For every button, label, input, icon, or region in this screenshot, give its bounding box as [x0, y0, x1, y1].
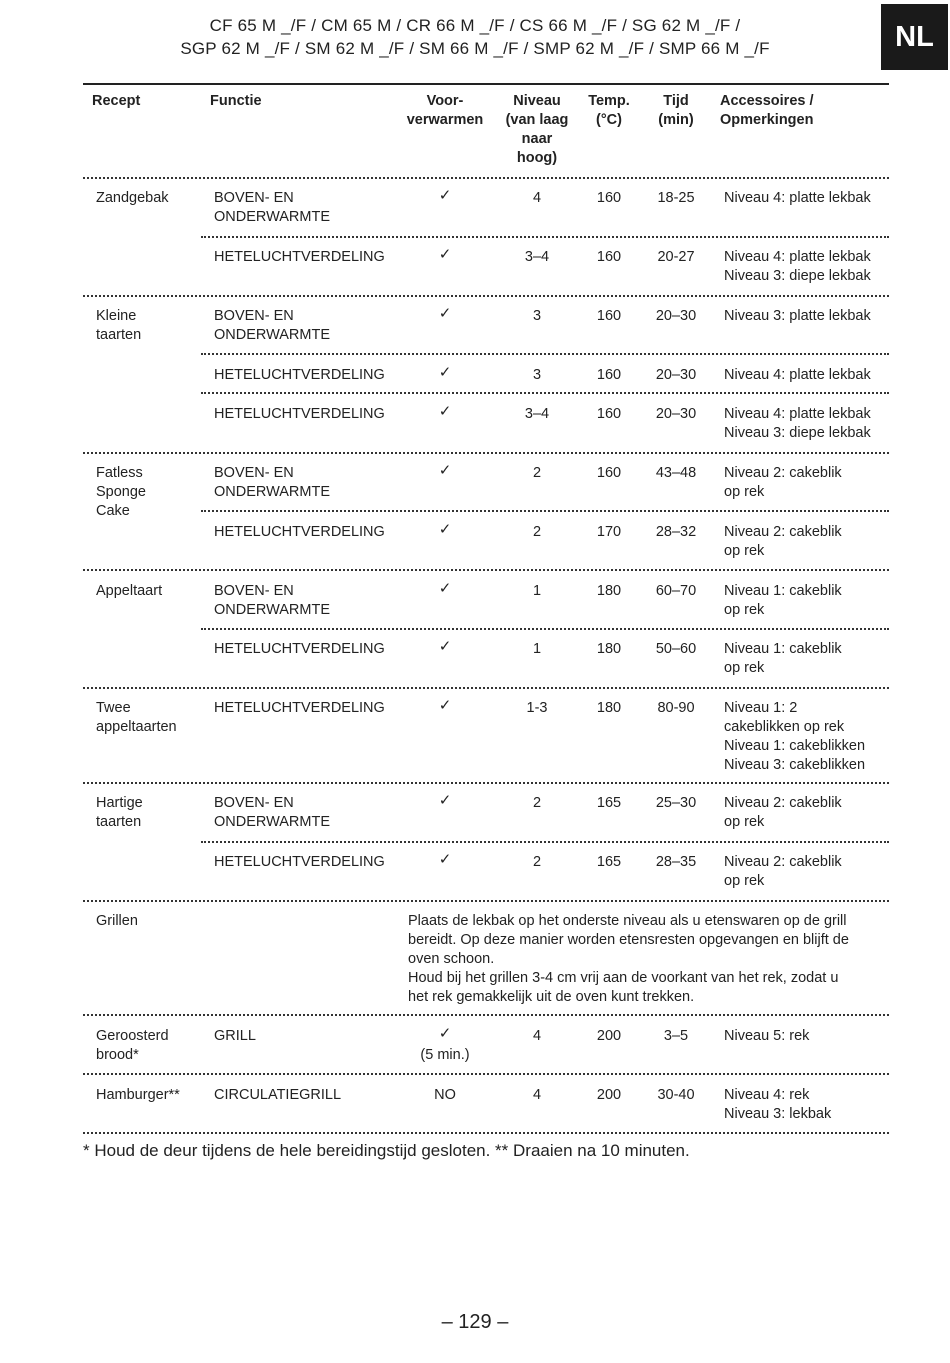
- temp-cell-line: 180: [596, 700, 622, 716]
- accessoires-cell: [724, 464, 842, 502]
- tijd-cell: [645, 794, 707, 813]
- row-separator: [83, 295, 889, 297]
- temp-cell: [579, 640, 639, 659]
- recept-cell: [96, 699, 177, 737]
- functie-cell: [214, 307, 330, 345]
- recept-cell: [96, 1086, 180, 1105]
- recept-cell: [96, 464, 146, 521]
- niveau-cell-line: 3–4: [524, 406, 550, 422]
- niveau-cell-line: 1: [532, 583, 542, 599]
- functie-cell: [214, 1086, 341, 1105]
- recept-cell-line: Sponge: [96, 484, 146, 500]
- check-icon: ✓: [438, 364, 452, 381]
- accessoires-cell-line: op rek: [724, 543, 765, 559]
- check-icon: ✓: [438, 246, 452, 263]
- functie-cell-line: ONDERWARMTE: [214, 327, 330, 343]
- recept-cell-line: Hartige: [96, 795, 143, 811]
- temp-cell: [579, 853, 639, 872]
- tijd-cell: [645, 307, 707, 326]
- row-separator: [201, 353, 889, 355]
- temp-cell-line: 180: [596, 583, 622, 599]
- niveau-cell: [497, 248, 577, 267]
- functie-cell-line: ONDERWARMTE: [214, 209, 330, 225]
- tijd-cell: [645, 1027, 707, 1046]
- tijd-cell: [645, 582, 707, 601]
- recept-cell: [96, 307, 141, 345]
- column-header-temp-line: (°C): [596, 112, 622, 128]
- niveau-cell: [497, 853, 577, 872]
- column-header-voorverwarmen-line: verwarmen: [406, 112, 484, 128]
- check-icon: ✓: [438, 462, 452, 479]
- grill-note-line: oven schoon.: [408, 951, 495, 967]
- functie-cell-line: BOVEN- EN: [214, 308, 294, 324]
- check-icon: ✓: [438, 851, 452, 868]
- language-badge: NL: [881, 4, 948, 70]
- recept-cell: [96, 794, 143, 832]
- tijd-cell: [645, 366, 707, 385]
- accessoires-cell: [724, 1027, 809, 1046]
- niveau-cell-line: 2: [532, 524, 542, 540]
- tijd-cell-line: 20–30: [655, 308, 697, 324]
- accessoires-cell-line: Niveau 2: cakeblik: [724, 854, 842, 870]
- tijd-cell-line: 30-40: [657, 1087, 695, 1103]
- column-header-voorverwarmen-line: Voor-: [426, 93, 464, 109]
- functie-cell: [214, 189, 330, 227]
- accessoires-cell-line: op rek: [724, 660, 765, 676]
- column-header-niveau-line: hoog): [516, 150, 558, 166]
- functie-cell: [214, 464, 330, 502]
- tijd-cell: [645, 523, 707, 542]
- tijd-cell: [645, 405, 707, 424]
- niveau-cell-line: 1: [532, 641, 542, 657]
- accessoires-cell-line: Niveau 1: cakeblik: [724, 583, 842, 599]
- recept-cell-line: Appeltaart: [96, 583, 163, 599]
- model-list-line-1: CF 65 M _/F / CM 65 M / CR 66 M _/F / CS 66 M _/F / SG 62 M _/F /: [209, 16, 741, 35]
- niveau-cell: [497, 523, 577, 542]
- temp-cell-line: 160: [596, 465, 622, 481]
- column-header-accessoires-line: Accessoires /: [720, 93, 814, 109]
- niveau-cell-line: 1-3: [526, 700, 548, 716]
- accessoires-cell-line: cakeblikken op rek: [724, 719, 845, 735]
- column-header-temp-line: Temp.: [588, 93, 630, 109]
- row-separator: [83, 782, 889, 784]
- functie-cell-line: HETELUCHTVERDELING: [214, 367, 385, 383]
- accessoires-cell: [724, 189, 871, 208]
- functie-cell-line: GRILL: [214, 1028, 256, 1044]
- accessoires-cell-line: Niveau 3: platte lekbak: [724, 308, 871, 324]
- grill-note-line: Houd bij het grillen 3-4 cm vrij aan de voorkant van het rek, zodat u: [408, 970, 839, 986]
- column-header-tijd-line: Tijd: [663, 93, 689, 109]
- recept-cell-line: taarten: [96, 814, 142, 830]
- functie-cell: [214, 366, 385, 385]
- temp-cell-line: 160: [596, 249, 622, 265]
- tijd-cell: [645, 464, 707, 483]
- grill-note-line: het rek gemakkelijk uit de oven kunt trekken.: [408, 989, 695, 1005]
- accessoires-cell: [724, 405, 871, 443]
- functie-cell: [214, 248, 385, 267]
- accessoires-cell-line: Niveau 2: cakeblik: [724, 795, 842, 811]
- accessoires-cell-line: Niveau 3: diepe lekbak: [724, 425, 871, 441]
- niveau-cell: [497, 699, 577, 718]
- functie-cell-line: BOVEN- EN: [214, 190, 294, 206]
- temp-cell-line: 165: [596, 854, 622, 870]
- tijd-cell: [645, 248, 707, 267]
- accessoires-cell: [724, 699, 865, 775]
- row-separator: [83, 1132, 889, 1134]
- preheat-note: [395, 1046, 495, 1065]
- row-separator: [83, 1073, 889, 1075]
- temp-cell: [579, 1027, 639, 1046]
- row-separator: [201, 392, 889, 394]
- accessoires-cell: [724, 307, 871, 326]
- temp-cell: [579, 464, 639, 483]
- tijd-cell-line: 20-27: [657, 249, 695, 265]
- recept-cell-line: Geroosterd: [96, 1028, 169, 1044]
- tijd-cell-line: 25–30: [655, 795, 697, 811]
- temp-cell-line: 170: [596, 524, 622, 540]
- functie-cell-line: BOVEN- EN: [214, 583, 294, 599]
- column-header-accessoires: [720, 92, 814, 130]
- tijd-cell-line: 50–60: [655, 641, 697, 657]
- recept-cell: [96, 582, 162, 601]
- check-icon: ✓: [438, 305, 452, 322]
- niveau-cell: [497, 366, 577, 385]
- temp-cell-line: 160: [596, 308, 622, 324]
- tijd-cell: [645, 189, 707, 208]
- functie-cell-line: BOVEN- EN: [214, 795, 294, 811]
- preheat-note-line: (5 min.): [420, 1047, 470, 1063]
- accessoires-cell-line: op rek: [724, 484, 765, 500]
- functie-cell-line: HETELUCHTVERDELING: [214, 249, 385, 265]
- niveau-cell: [497, 1086, 577, 1105]
- row-separator: [83, 687, 889, 689]
- temp-cell: [579, 366, 639, 385]
- functie-cell: [214, 405, 385, 424]
- niveau-cell: [497, 640, 577, 659]
- recept-cell: [96, 189, 169, 208]
- temp-cell-line: 165: [596, 795, 622, 811]
- column-header-niveau-line: Niveau: [513, 93, 561, 109]
- functie-cell-line: ONDERWARMTE: [214, 602, 330, 618]
- recept-cell: [96, 912, 138, 931]
- temp-cell-line: 200: [596, 1087, 622, 1103]
- check-icon: ✓: [438, 521, 452, 538]
- niveau-cell: [497, 582, 577, 601]
- column-header-temp: [579, 92, 639, 130]
- accessoires-cell-line: Niveau 5: rek: [724, 1028, 810, 1044]
- functie-cell-line: ONDERWARMTE: [214, 484, 330, 500]
- temp-cell-line: 160: [596, 190, 622, 206]
- column-header-recept-line: Recept: [92, 93, 141, 109]
- niveau-cell-line: 3–4: [524, 249, 550, 265]
- niveau-cell: [497, 189, 577, 208]
- niveau-cell-line: 2: [532, 795, 542, 811]
- recept-cell-line: taarten: [96, 327, 142, 343]
- accessoires-cell: [724, 1086, 831, 1124]
- temp-cell: [579, 405, 639, 424]
- column-header-voorverwarmen: [395, 92, 495, 130]
- accessoires-cell: [724, 248, 871, 286]
- accessoires-cell: [724, 523, 842, 561]
- column-header-niveau-line: naar: [521, 131, 553, 147]
- tijd-cell-line: 28–35: [655, 854, 697, 870]
- check-icon: ✓: [438, 187, 452, 204]
- niveau-cell-line: 4: [532, 1028, 542, 1044]
- temp-cell: [579, 582, 639, 601]
- accessoires-cell-line: Niveau 1: cakeblikken: [724, 738, 866, 754]
- row-separator: [201, 841, 889, 843]
- column-header-niveau-line: (van laag: [505, 112, 569, 128]
- recept-cell-line: Twee: [96, 700, 131, 716]
- tijd-cell-line: 60–70: [655, 583, 697, 599]
- row-separator: [83, 569, 889, 571]
- tijd-cell: [645, 1086, 707, 1105]
- niveau-cell: [497, 307, 577, 326]
- accessoires-cell-line: Niveau 1: cakeblik: [724, 641, 842, 657]
- check-icon: ✓: [438, 1025, 452, 1042]
- tijd-cell-line: 3–5: [663, 1028, 689, 1044]
- column-header-tijd: [645, 92, 707, 130]
- accessoires-cell-line: Niveau 4: platte lekbak: [724, 249, 871, 265]
- tijd-cell-line: 20–30: [655, 367, 697, 383]
- row-separator: [83, 900, 889, 902]
- temp-cell: [579, 1086, 639, 1105]
- temp-cell: [579, 794, 639, 813]
- functie-cell-line: BOVEN- EN: [214, 465, 294, 481]
- column-header-tijd-line: (min): [658, 112, 694, 128]
- functie-cell-line: ONDERWARMTE: [214, 814, 330, 830]
- accessoires-cell: [724, 794, 842, 832]
- niveau-cell: [497, 794, 577, 813]
- accessoires-cell-line: Niveau 1: 2: [724, 700, 798, 716]
- column-header-accessoires-line: Opmerkingen: [720, 112, 814, 128]
- tijd-cell-line: 80-90: [657, 700, 695, 716]
- row-separator: [83, 452, 889, 454]
- recept-cell-line: appeltaarten: [96, 719, 177, 735]
- accessoires-cell-line: Niveau 3: lekbak: [724, 1106, 832, 1122]
- accessoires-cell: [724, 582, 842, 620]
- accessoires-cell-line: Niveau 2: cakeblik: [724, 465, 842, 481]
- temp-cell: [579, 307, 639, 326]
- accessoires-cell-line: Niveau 2: cakeblik: [724, 524, 842, 540]
- niveau-cell-line: 3: [532, 367, 542, 383]
- functie-cell-line: HETELUCHTVERDELING: [214, 641, 385, 657]
- functie-cell: [214, 523, 385, 542]
- temp-cell: [579, 189, 639, 208]
- check-icon: ✓: [438, 580, 452, 597]
- tijd-cell: [645, 640, 707, 659]
- temp-cell: [579, 248, 639, 267]
- temp-cell-line: 160: [596, 406, 622, 422]
- functie-cell: [214, 853, 385, 872]
- model-list-line-2: SGP 62 M _/F / SM 62 M _/F / SM 66 M _/F / SMP 62 M _/F / SMP 66 M _/F: [180, 39, 770, 58]
- niveau-cell: [497, 464, 577, 483]
- check-icon: ✓: [438, 697, 452, 714]
- preheat-cell: [395, 1086, 495, 1105]
- recept-cell: [96, 1027, 169, 1065]
- recept-cell-line: Hamburger**: [96, 1087, 180, 1103]
- column-header-functie: [210, 92, 262, 111]
- check-icon: ✓: [438, 403, 452, 420]
- temp-cell-line: 200: [596, 1028, 622, 1044]
- recept-cell-line: brood*: [96, 1047, 139, 1063]
- tijd-cell: [645, 699, 707, 718]
- accessoires-cell-line: Niveau 4: platte lekbak: [724, 190, 871, 206]
- tijd-cell-line: 43–48: [655, 465, 697, 481]
- accessoires-cell-line: Niveau 4: platte lekbak: [724, 367, 871, 383]
- niveau-cell-line: 2: [532, 465, 542, 481]
- check-icon: ✓: [438, 638, 452, 655]
- column-header-niveau: [497, 92, 577, 168]
- accessoires-cell-line: Niveau 3: cakeblikken: [724, 757, 866, 773]
- page-number: – 129 –: [441, 1311, 509, 1333]
- functie-cell-line: HETELUCHTVERDELING: [214, 700, 385, 716]
- grill-note: [408, 912, 849, 1007]
- accessoires-cell-line: op rek: [724, 814, 765, 830]
- functie-cell-line: HETELUCHTVERDELING: [214, 406, 385, 422]
- accessoires-cell-line: op rek: [724, 602, 765, 618]
- niveau-cell-line: 3: [532, 308, 542, 324]
- tijd-cell: [645, 853, 707, 872]
- functie-cell: [214, 640, 385, 659]
- accessoires-cell: [724, 366, 871, 385]
- check-icon: ✓: [438, 792, 452, 809]
- column-header-functie-line: Functie: [210, 93, 262, 109]
- accessoires-cell-line: Niveau 4: rek: [724, 1087, 810, 1103]
- niveau-cell-line: 4: [532, 1087, 542, 1103]
- tijd-cell-line: 28–32: [655, 524, 697, 540]
- row-separator: [201, 628, 889, 630]
- tijd-cell-line: 18-25: [657, 190, 695, 206]
- temp-cell: [579, 699, 639, 718]
- row-separator: [83, 1014, 889, 1016]
- footnote: * Houd de deur tijdens de hele bereidingstijd gesloten. ** Draaien na 10 minuten.: [83, 1141, 690, 1160]
- functie-cell: [214, 1027, 256, 1046]
- niveau-cell: [497, 405, 577, 424]
- preheat-cell-line: NO: [434, 1087, 456, 1103]
- niveau-cell: [497, 1027, 577, 1046]
- accessoires-cell: [724, 853, 842, 891]
- functie-cell: [214, 699, 385, 718]
- accessoires-cell-line: Niveau 3: diepe lekbak: [724, 268, 871, 284]
- functie-cell-line: HETELUCHTVERDELING: [214, 854, 385, 870]
- niveau-cell-line: 4: [532, 190, 542, 206]
- temp-cell: [579, 523, 639, 542]
- temp-cell-line: 180: [596, 641, 622, 657]
- grill-note-line: bereidt. Op deze manier worden etensresten opgevangen en blijft de: [408, 932, 849, 948]
- functie-cell: [214, 582, 330, 620]
- row-separator: [83, 177, 889, 179]
- recept-cell-line: Grillen: [96, 913, 138, 929]
- accessoires-cell-line: Niveau 4: platte lekbak: [724, 406, 871, 422]
- temp-cell-line: 160: [596, 367, 622, 383]
- functie-cell-line: CIRCULATIEGRILL: [214, 1087, 342, 1103]
- functie-cell-line: HETELUCHTVERDELING: [214, 524, 385, 540]
- row-separator: [201, 236, 889, 238]
- column-header-recept: [92, 92, 140, 111]
- tijd-cell-line: 20–30: [655, 406, 697, 422]
- functie-cell: [214, 794, 330, 832]
- grill-note-line: Plaats de lekbak op het onderste niveau als u etenswaren op de grill: [408, 913, 847, 929]
- accessoires-cell-line: op rek: [724, 873, 765, 889]
- niveau-cell-line: 2: [532, 854, 542, 870]
- table-top-rule: [83, 83, 889, 85]
- recept-cell-line: Fatless: [96, 465, 143, 481]
- recept-cell-line: Kleine: [96, 308, 137, 324]
- recept-cell-line: Cake: [96, 503, 130, 519]
- accessoires-cell: [724, 640, 842, 678]
- row-separator: [201, 510, 889, 512]
- recept-cell-line: Zandgebak: [96, 190, 169, 206]
